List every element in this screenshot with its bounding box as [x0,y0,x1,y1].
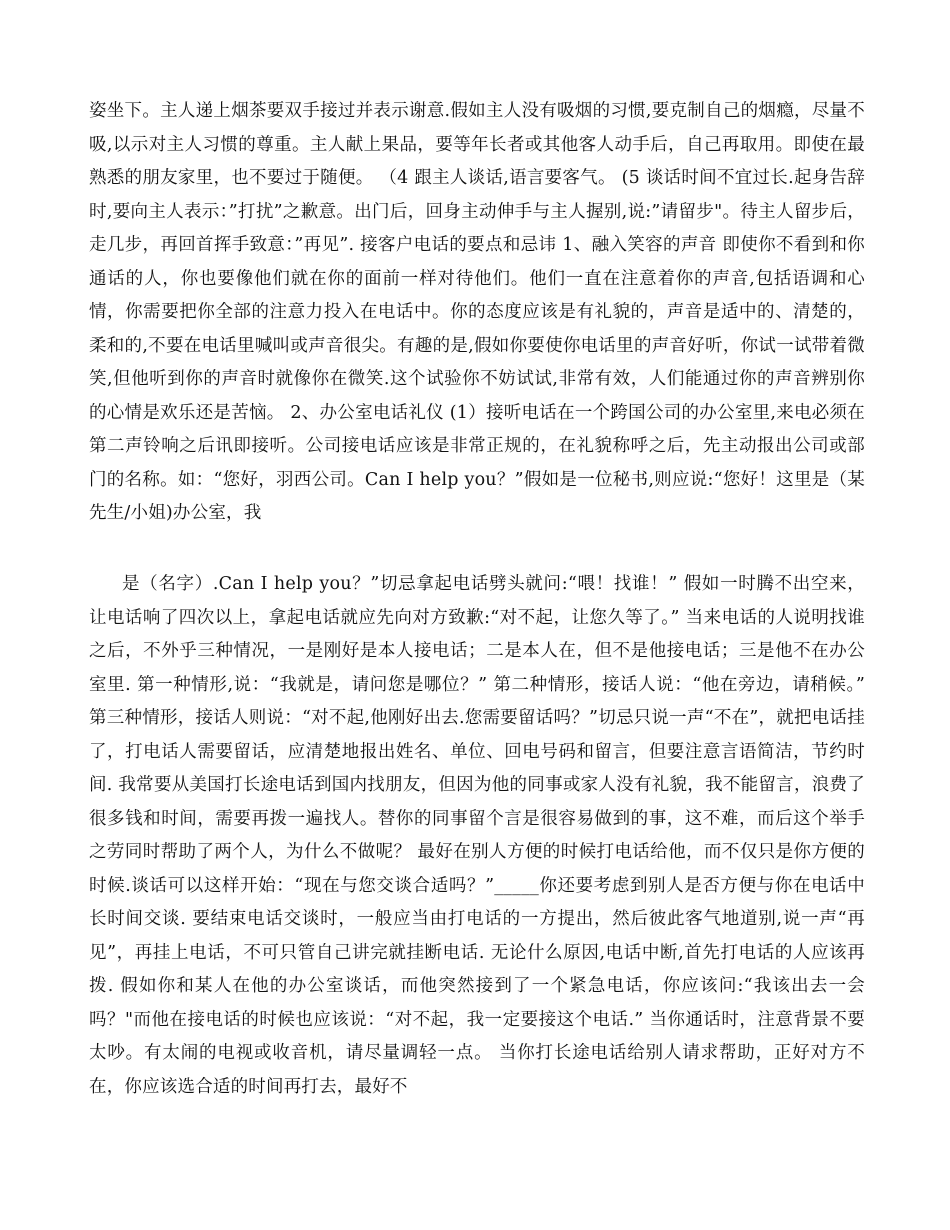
body-paragraph-1: 姿坐下。主人递上烟茶要双手接过并表示谢意.假如主人没有吸烟的习惯,要克制自己的烟瘾，尽量不吸,以示对主人习惯的尊重。主人献上果品，要等年长者或其他客人动手后，自己再取用。即使在最熟悉的朋友家里，也不要过于随便。 （4 跟主人谈话,语言要客气。 (5 谈话时间不宜过长.起身告辞时,要向主人表示：”打扰”之歉意。出门后，回身主动伸手与主人握别,说:”请留步"。待主人留步后，走几步，再回首挥手致意：”再见”. 接客户电话的要点和忌讳 1、融入笑容的声音 即使你不看到和你通话的人，你也要像他们就在你的面前一样对待他们。他们一直在注意着你的声音,包括语调和心情，你需要把你全部的注意力投入在电话中。你的态度应该是有礼貌的，声音是适中的、清楚的，柔和的,不要在电话里喊叫或声音很尖。有趣的是,假如你要使你电话里的声音好听，你试一试带着微笑,但他听到你的声音时就像你在微笑.这个试验你不妨试试,非常有效，人们能通过你的声音辨别你的心情是欢乐还是苦恼。 2、办公室电话礼仪 (1）接听电话在一个跨国公司的办公室里,来电必须在第二声铃响之后讯即接听。公司接电话应该是非常正规的，在礼貌称呼之后，先主动报出公司或部门的名称。如：“您好，羽西公司。Can I help you？”假如是一位秘书,则应说:“您好！这里是（某先生/小姐)办公室，我 [89,101,865,523]
body-paragraph-2: 是（名字）.Can I help you？”切忌拿起电话劈头就问:“喂！找谁！” 假如一时腾不出空来，让电话响了四次以上，拿起电话就应先向对方致歉:“对不起，让您久等了。” 当来电话的人说明找谁之后，不外乎三种情况，一是刚好是本人接电话；二是本人在，但不是他接电话；三是他不在办公室里. 第一种情形,说：“我就是，请问您是哪位？” 第二种情形，接话人说：“他在旁边，请稍候。” 第三种情形，接话人则说：“对不起,他刚好出去.您需要留话吗？”切忌只说一声“不在”，就把电话挂了，打电话人需要留话，应清楚地报出姓名、单位、回电号码和留言，但要注意言语简洁，节约时间. 我常要从美国打长途电话到国内找朋友，但因为他的同事或家人没有礼貌，我不能留言，浪费了很多钱和时间，需要再拨一遍找人。替你的同事留个言是很容易做到的事，这不难，而后这个举手之劳同时帮助了两个人，为什么不做呢？ 最好在别人方便的时候打电话给他，而不仅只是你方便的时候.谈话可以这样开始：“现在与您交谈合适吗？”_____你还要考虑到别人是否方便与你在电话中长时间交谈. 要结束电话交谈时，一般应当由打电话的一方提出，然后彼此客气地道别,说一声“再见”，再挂上电话，不可只管自己讲完就挂断电话. 无论什么原因,电话中断,首先打电话的人应该再拨. 假如你和某人在他的办公室谈话，而他突然接到了一个紧急电话，你应该问:“我该出去一会吗？"而他在接电话的时候也应该说：“对不起，我一定要接这个电话.” 当你通话时，注意背景不要太吵。有太闹的电视或收音机，请尽量调轻一点。 当你打长途电话给别人请求帮助，正好对方不在，你应该选合适的时间再打去，最好不 [89,574,865,1097]
